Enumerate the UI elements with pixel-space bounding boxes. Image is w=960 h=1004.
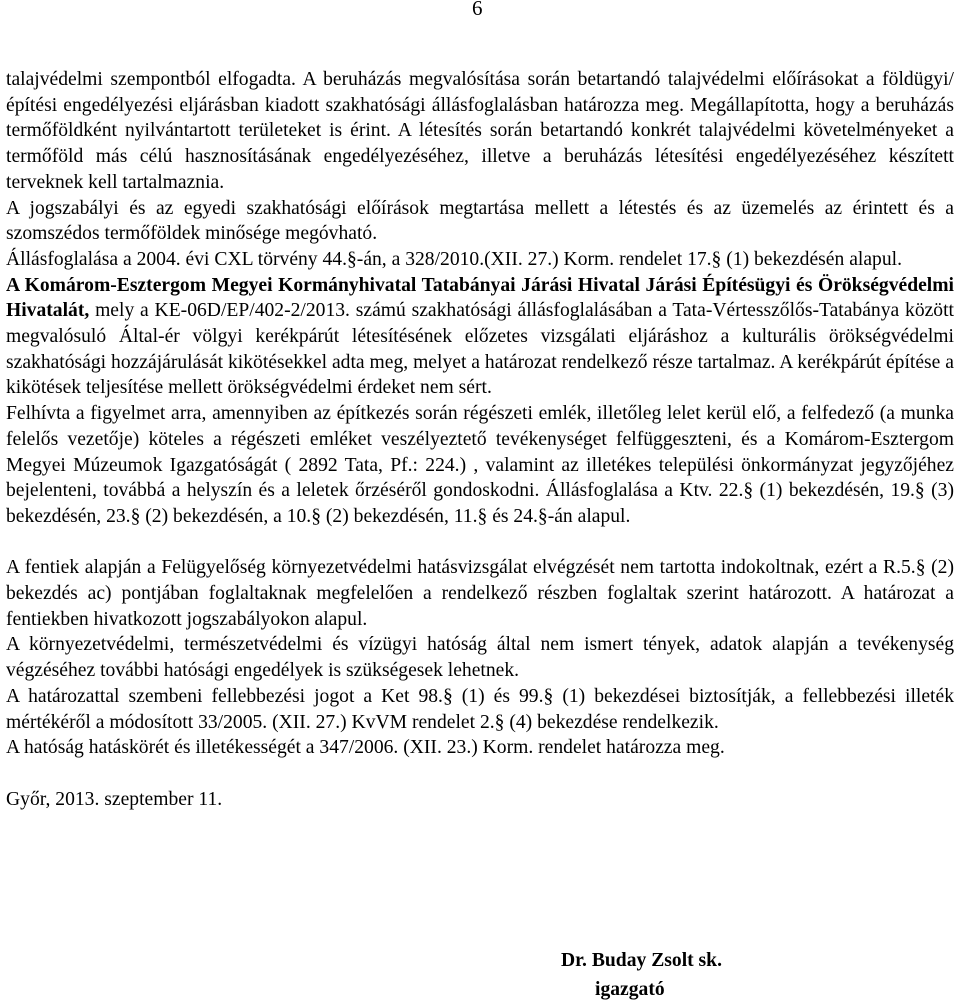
paragraph-heritage (6, 273, 954, 402)
paragraph-gap (6, 761, 954, 787)
signature-block (561, 946, 722, 1004)
paragraph-further-permits: A környezetvédelmi, természetvédelmi és vízügyi hatóság által nem ismert tények, adatok alapján a tevékenység végzéséhez további hatósági engedélyek is szükségesek lehetnek. (6, 634, 954, 682)
paragraph-appeal: A határozattal szembeni fellebbezési jogot a Ket 98.§ (1) és 99.§ (1) bekezdései biztosítják, a fellebbezési illeték mértékéről a módosított 33/2005. (XII. 27.) KvVM rendelet 2.§ (4) bekezdése rendelkezik. (6, 685, 954, 733)
document-body (6, 67, 954, 812)
heritage-authority-name: A Komárom-Esztergom Megyei Kormányhivatal Tatabányai Járási Hivatal Járási Építésügyi és Örökségvédelmi Hivatalát, (6, 274, 954, 322)
page-number: 6 (472, 0, 483, 20)
signatory-name: Dr. Buday Zsolt sk. (561, 950, 722, 971)
paragraph-archaeology: Felhívta a figyelmet arra, amennyiben az építkezés során régészeti emlék, illetőleg lelet kerül elő, a felfedező (a munka felelős vezetője) köteles a régészeti emléket veszélyeztető tevékenységet felfüggeszteni, és a Komárom-Esztergom Megyei Múzeumok Igazgatóságát ( 2892 Tata, Pf.: 224.) , valamint az illetékes települési önkormányzat jegyzőjéhez bejelenteni, továbbá a helyszín és a leletek őrzéséről gondoskodni. Állásfoglalása a Ktv. 22.§ (1) bekezdésén, 19.§ (3) bekezdésén, 23.§ (2) bekezdésén, a 10.§ (2) bekezdésén, 11.§ és 24.§-án alapul. (6, 403, 954, 527)
paragraph-gap (6, 530, 954, 556)
paragraph-impact-assessment: A fentiek alapján a Felügyelőség környezetvédelmi hatásvizsgálat elvégzését nem tartotta indokoltnak, ezért a R.5.§ (2) bekezdés ac) pontjában foglaltaknak megfelelően a rendelkező részben foglaltak szerint határozott. A határozat a fentiekben hivatkozott jogszabályokon alapul. (6, 557, 954, 630)
paragraph-soil-protection: talajvédelmi szempontból elfogadta. A beruházás megvalósítása során betartandó talajvédelmi előírásokat a földügyi/építési engedélyezési eljárásban kiadott szakhatósági állásfoglalásban határozza meg. Megállapította, hogy a beruházás termőföldként nyilvántartott területeket is érint. A létesítés során betartandó konkrét talajvédelmi követelményeket a termőföld más célú hasznosításának engedélyezéséhez, illetve a beruházás létesítési engedélyezéséhez készített terveknek kell tartalmaznia. (6, 69, 954, 193)
place-date: Győr, 2013. szeptember 11. (6, 788, 223, 810)
paragraph-competence: A hatóság hatáskörét és illetékességét a 347/2006. (XII. 23.) Korm. rendelet határozza meg. (6, 737, 725, 759)
paragraph-soil-legal-basis: Állásfoglalása a 2004. évi CXL törvény 44.§-án, a 328/2010.(XII. 27.) Korm. rendelet 17.§ (1) bekezdésén alapul. (6, 248, 902, 270)
paragraph-soil-quality: A jogszabályi és az egyedi szakhatósági előírások megtartása mellett a létestés és az üzemelés az érintett és a szomszédos termőföldek minősége megóvható. (6, 197, 954, 245)
signatory-title: igazgató (595, 979, 665, 1000)
heritage-text: mely a KE-06D/EP/402-2/2013. számú szakhatósági állásfoglalásában a Tata-Vértesszőlős-Tatabánya között megvalósuló Által-ér völgyi kerékpárút létesítésének előzetes vizsgálati eljáráshoz a kulturális örökségvédelmi szakhatósági hozzájárulását kikötésekkel adta meg, melyet a határozat rendelkező része tartalmaz. A kerékpárút építése a kikötések teljesítése mellett örökségvédelmi érdeket nem sért. (6, 300, 954, 399)
